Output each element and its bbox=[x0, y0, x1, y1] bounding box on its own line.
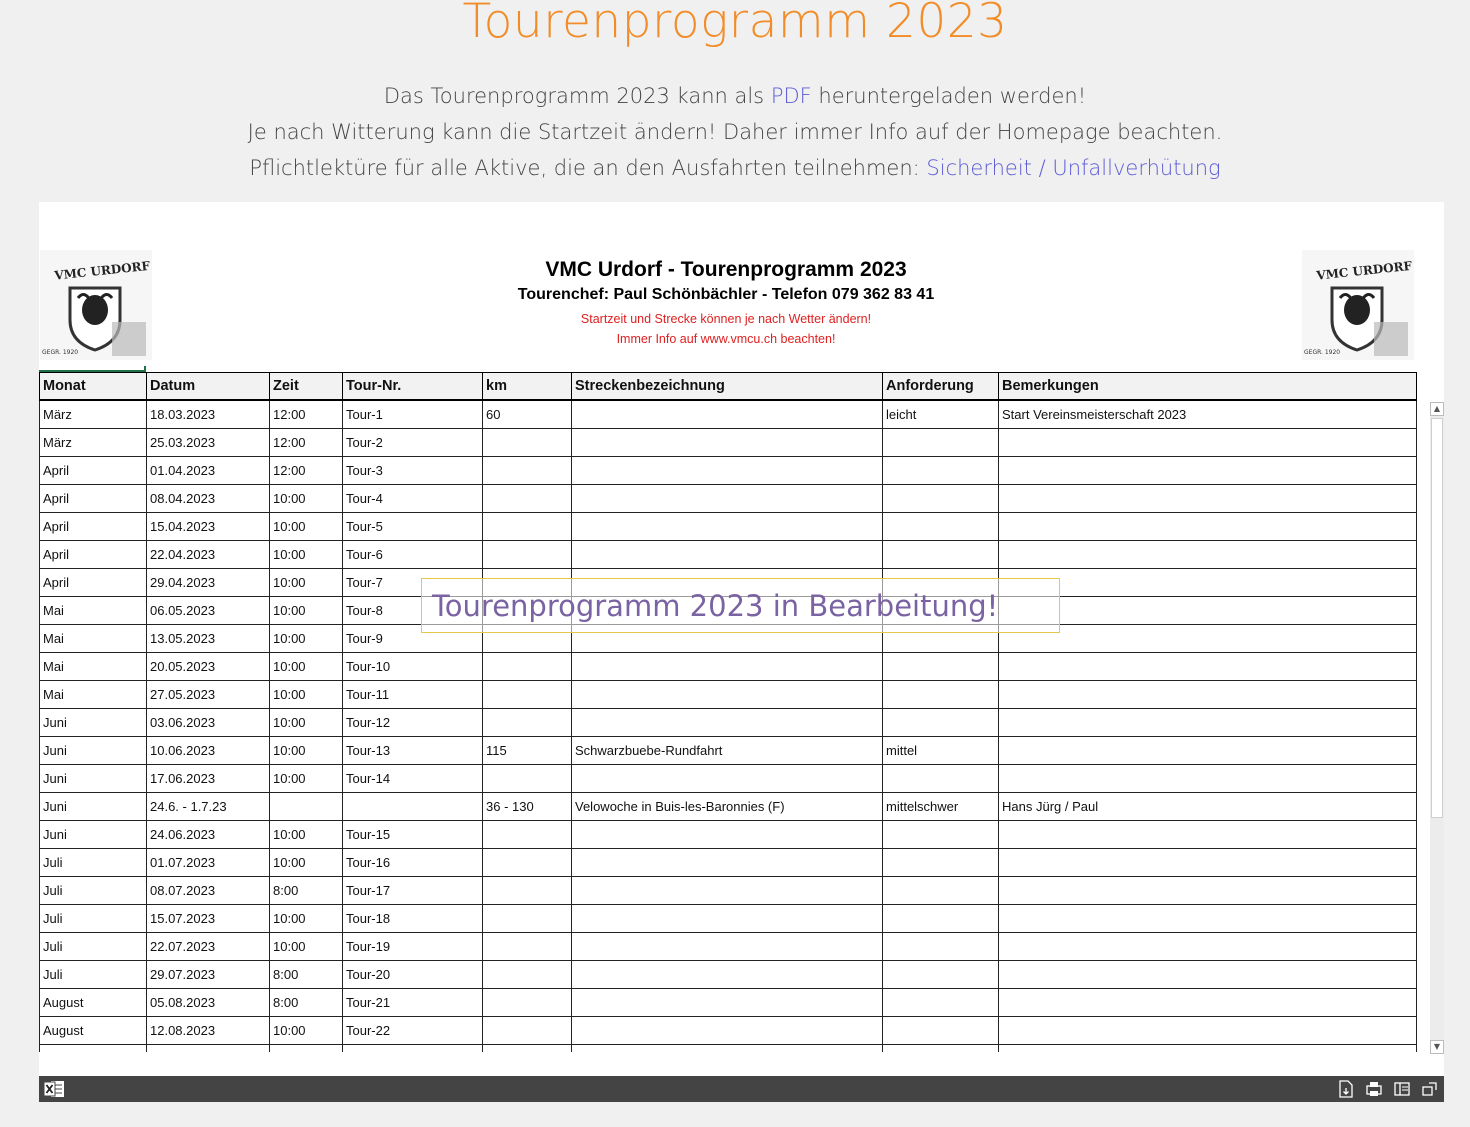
cell-bemerkungen[interactable] bbox=[999, 765, 1417, 793]
cell-bemerkungen[interactable]: Start Vereinsmeisterschaft 2023 bbox=[999, 400, 1417, 429]
cell-tour-nr[interactable]: Tour-22 bbox=[343, 1017, 483, 1045]
table-row bbox=[40, 485, 1417, 513]
cell-km[interactable] bbox=[483, 961, 572, 989]
sheet-subheading: Tourenchef: Paul Schönbächler - Telefon 079 362 83 41 bbox=[517, 286, 935, 303]
cell-bemerkungen[interactable] bbox=[999, 569, 1417, 597]
cell-tour-nr[interactable]: Tour-11 bbox=[343, 681, 483, 709]
cell-tour-nr[interactable]: Tour-7 bbox=[343, 569, 483, 597]
cell-monat[interactable] bbox=[40, 1045, 147, 1053]
accident-prevention-link[interactable]: Unfallverhütung bbox=[1052, 156, 1221, 180]
cell-tour-nr[interactable]: Tour-16 bbox=[343, 849, 483, 877]
cell-bemerkungen[interactable] bbox=[999, 849, 1417, 877]
cell-km[interactable]: 60 bbox=[483, 400, 572, 429]
cell-zeit[interactable]: 8:00 bbox=[270, 989, 343, 1017]
cell-bemerkungen[interactable] bbox=[999, 961, 1417, 989]
cell-zeit[interactable]: 10:00 bbox=[270, 681, 343, 709]
cell-bemerkungen[interactable] bbox=[999, 513, 1417, 541]
cell-datum[interactable]: 08.07.2023 bbox=[147, 877, 270, 905]
cell-streckenbezeichnung[interactable] bbox=[572, 821, 883, 849]
cell-monat[interactable]: August bbox=[40, 989, 147, 1017]
cell-datum[interactable]: 01.07.2023 bbox=[147, 849, 270, 877]
cell-datum[interactable]: 03.06.2023 bbox=[147, 709, 270, 737]
cell-monat[interactable]: April bbox=[40, 457, 147, 485]
cell-zeit[interactable] bbox=[270, 793, 343, 821]
logo-left-text: VMC URDORF bbox=[53, 258, 151, 283]
cell-km[interactable] bbox=[483, 933, 572, 961]
cell-monat[interactable]: Mai bbox=[40, 625, 147, 653]
cell-datum[interactable] bbox=[147, 1045, 270, 1053]
cell-tour-nr[interactable]: Tour-12 bbox=[343, 709, 483, 737]
cell-zeit[interactable]: 10:00 bbox=[270, 653, 343, 681]
cell-bemerkungen[interactable] bbox=[999, 429, 1417, 457]
table-row bbox=[40, 905, 1417, 933]
cell-bemerkungen[interactable] bbox=[999, 653, 1417, 681]
table-row bbox=[40, 989, 1417, 1017]
cell-anforderung[interactable] bbox=[883, 681, 999, 709]
table-row bbox=[40, 793, 1417, 821]
table-row bbox=[40, 513, 1417, 541]
cell-km[interactable] bbox=[483, 1017, 572, 1045]
cell-anforderung[interactable]: mittel bbox=[883, 737, 999, 765]
cell-zeit[interactable] bbox=[270, 1045, 343, 1053]
table-header-row bbox=[40, 373, 1417, 401]
sheet-area[interactable] bbox=[39, 250, 1430, 1052]
cell-anforderung[interactable] bbox=[883, 933, 999, 961]
cell-zeit[interactable]: 10:00 bbox=[270, 485, 343, 513]
cell-km[interactable]: 115 bbox=[483, 737, 572, 765]
cell-streckenbezeichnung[interactable] bbox=[572, 653, 883, 681]
cell-zeit[interactable]: 10:00 bbox=[270, 625, 343, 653]
cell-anforderung[interactable] bbox=[883, 1045, 999, 1053]
intro-line-2: Je nach Witterung kann die Startzeit ändern! Daher immer Info auf der Homepage beachten. bbox=[247, 120, 1223, 144]
cell-monat[interactable]: April bbox=[40, 569, 147, 597]
table-row bbox=[40, 400, 1417, 429]
cell-zeit[interactable]: 10:00 bbox=[270, 1017, 343, 1045]
cell-tour-nr[interactable]: Tour-5 bbox=[343, 513, 483, 541]
cell-km[interactable] bbox=[483, 457, 572, 485]
cell-anforderung[interactable] bbox=[883, 541, 999, 569]
cell-anforderung[interactable] bbox=[883, 961, 999, 989]
col-header-anforderung[interactable]: Anforderung bbox=[883, 373, 999, 401]
cell-monat[interactable]: März bbox=[40, 429, 147, 457]
col-header-bemerkungen[interactable]: Bemerkungen bbox=[999, 373, 1417, 401]
cell-tour-nr[interactable]: Tour-19 bbox=[343, 933, 483, 961]
cell-monat[interactable]: Juni bbox=[40, 737, 147, 765]
cell-anforderung[interactable] bbox=[883, 513, 999, 541]
cell-streckenbezeichnung[interactable] bbox=[572, 429, 883, 457]
cell-datum[interactable]: 22.07.2023 bbox=[147, 933, 270, 961]
col-header-datum[interactable]: Datum bbox=[147, 373, 270, 401]
sheet-heading: VMC Urdorf - Tourenprogramm 2023 bbox=[545, 258, 907, 281]
cell-anforderung[interactable] bbox=[883, 821, 999, 849]
cell-bemerkungen[interactable] bbox=[999, 933, 1417, 961]
intro-text bbox=[0, 78, 1470, 186]
cell-monat[interactable]: Juli bbox=[40, 961, 147, 989]
cell-streckenbezeichnung[interactable] bbox=[572, 1045, 883, 1053]
cell-anforderung[interactable] bbox=[883, 877, 999, 905]
table-row bbox=[40, 709, 1417, 737]
table-row bbox=[40, 457, 1417, 485]
in-progress-overlay: Tourenprogramm 2023 in Bearbeitung! bbox=[421, 578, 1060, 633]
cell-zeit[interactable]: 8:00 bbox=[270, 877, 343, 905]
cell-bemerkungen[interactable] bbox=[999, 625, 1417, 653]
sheet-note-2: Immer Info auf www.vmcu.ch beachten! bbox=[616, 332, 836, 346]
cell-monat[interactable]: Juli bbox=[40, 905, 147, 933]
page-title: Tourenprogramm 2023 bbox=[462, 0, 1008, 49]
cell-streckenbezeichnung[interactable] bbox=[572, 849, 883, 877]
col-header-zeit[interactable]: Zeit bbox=[270, 373, 343, 401]
cell-streckenbezeichnung[interactable] bbox=[572, 933, 883, 961]
cell-km[interactable] bbox=[483, 681, 572, 709]
cell-datum[interactable]: 29.07.2023 bbox=[147, 961, 270, 989]
club-logo-left-graphic bbox=[40, 250, 152, 360]
cell-datum[interactable]: 05.08.2023 bbox=[147, 989, 270, 1017]
cell-monat[interactable]: Juni bbox=[40, 709, 147, 737]
intro-line-3 bbox=[0, 150, 1470, 186]
cell-datum[interactable]: 01.04.2023 bbox=[147, 457, 270, 485]
cell-monat[interactable]: März bbox=[40, 400, 147, 429]
cell-streckenbezeichnung[interactable] bbox=[572, 989, 883, 1017]
cell-km[interactable] bbox=[483, 653, 572, 681]
col-header-monat[interactable]: Monat bbox=[40, 373, 147, 401]
excel-footer-bar bbox=[39, 1076, 1444, 1102]
cell-zeit[interactable]: 12:00 bbox=[270, 400, 343, 429]
cell-tour-nr[interactable]: Tour-1 bbox=[343, 400, 483, 429]
cell-monat[interactable]: August bbox=[40, 1017, 147, 1045]
cell-datum[interactable]: 06.05.2023 bbox=[147, 597, 270, 625]
excel-icon[interactable] bbox=[43, 1079, 65, 1099]
table-row bbox=[40, 849, 1417, 877]
cell-zeit[interactable]: 12:00 bbox=[270, 429, 343, 457]
cell-anforderung[interactable]: leicht bbox=[883, 400, 999, 429]
table-row bbox=[40, 737, 1417, 765]
cell-datum[interactable]: 10.06.2023 bbox=[147, 737, 270, 765]
table-row bbox=[40, 877, 1417, 905]
cell-km[interactable] bbox=[483, 849, 572, 877]
cell-km[interactable] bbox=[483, 877, 572, 905]
cell-bemerkungen[interactable] bbox=[999, 877, 1417, 905]
cell-anforderung[interactable] bbox=[883, 485, 999, 513]
intro-line-1-end: heruntergeladen werden! bbox=[811, 84, 1087, 108]
table-row bbox=[40, 933, 1417, 961]
cell-km[interactable] bbox=[483, 821, 572, 849]
cell-monat[interactable]: Mai bbox=[40, 653, 147, 681]
cell-monat[interactable]: April bbox=[40, 541, 147, 569]
table-row bbox=[40, 1017, 1417, 1045]
cell-tour-nr[interactable]: Tour-13 bbox=[343, 737, 483, 765]
cell-zeit[interactable]: 12:00 bbox=[270, 457, 343, 485]
intro-line-1 bbox=[0, 78, 1470, 114]
cell-anforderung[interactable] bbox=[883, 709, 999, 737]
cell-km[interactable] bbox=[483, 541, 572, 569]
view-icon[interactable] bbox=[1393, 1080, 1411, 1098]
table-row bbox=[40, 821, 1417, 849]
cell-zeit[interactable]: 10:00 bbox=[270, 765, 343, 793]
cell-monat[interactable]: April bbox=[40, 485, 147, 513]
table-row bbox=[40, 1045, 1417, 1053]
cell-anforderung[interactable] bbox=[883, 429, 999, 457]
cell-monat[interactable]: Juli bbox=[40, 849, 147, 877]
scroll-up-icon[interactable]: ▲ bbox=[1430, 402, 1444, 416]
intro-line-1-text: Das Tourenprogramm 2023 kann als bbox=[383, 84, 771, 108]
cell-datum[interactable]: 22.04.2023 bbox=[147, 541, 270, 569]
cell-tour-nr[interactable]: Tour-21 bbox=[343, 989, 483, 1017]
cell-monat[interactable]: Mai bbox=[40, 597, 147, 625]
table-row bbox=[40, 961, 1417, 989]
cell-datum[interactable]: 25.03.2023 bbox=[147, 429, 270, 457]
cell-bemerkungen[interactable] bbox=[999, 485, 1417, 513]
cell-zeit[interactable]: 10:00 bbox=[270, 541, 343, 569]
cell-streckenbezeichnung[interactable] bbox=[572, 1017, 883, 1045]
download-icon[interactable] bbox=[1337, 1080, 1355, 1098]
cell-anforderung[interactable] bbox=[883, 849, 999, 877]
cell-tour-nr[interactable] bbox=[343, 793, 483, 821]
cell-monat[interactable]: Juli bbox=[40, 877, 147, 905]
intro-line-3-text: Pflichtlektüre für alle Aktive, die an den Ausfahrten teilnehmen: bbox=[249, 156, 927, 180]
cell-tour-nr[interactable]: Tour-3 bbox=[343, 457, 483, 485]
cell-bemerkungen[interactable] bbox=[999, 681, 1417, 709]
security-link[interactable]: Sicherheit bbox=[926, 156, 1032, 180]
table-row bbox=[40, 681, 1417, 709]
cell-anforderung[interactable] bbox=[883, 989, 999, 1017]
cell-tour-nr[interactable]: Tour-4 bbox=[343, 485, 483, 513]
tour-table bbox=[39, 372, 1417, 1052]
cell-streckenbezeichnung[interactable] bbox=[572, 400, 883, 429]
cell-streckenbezeichnung[interactable] bbox=[572, 961, 883, 989]
cell-bemerkungen[interactable] bbox=[999, 1045, 1417, 1053]
cell-monat[interactable]: Juli bbox=[40, 933, 147, 961]
cell-tour-nr[interactable] bbox=[343, 1045, 483, 1053]
cell-km[interactable] bbox=[483, 765, 572, 793]
cell-bemerkungen[interactable] bbox=[999, 905, 1417, 933]
col-header-tour-nr[interactable]: Tour-Nr. bbox=[343, 373, 483, 401]
link-separator: / bbox=[1031, 156, 1053, 180]
scroll-down-icon[interactable]: ▼ bbox=[1430, 1040, 1444, 1054]
cell-streckenbezeichnung[interactable] bbox=[572, 485, 883, 513]
cell-streckenbezeichnung[interactable] bbox=[572, 905, 883, 933]
cell-bemerkungen[interactable] bbox=[999, 1017, 1417, 1045]
table-row bbox=[40, 429, 1417, 457]
cell-zeit[interactable]: 10:00 bbox=[270, 597, 343, 625]
cell-tour-nr[interactable]: Tour-8 bbox=[343, 597, 483, 625]
cell-zeit[interactable]: 10:00 bbox=[270, 513, 343, 541]
cell-datum[interactable]: 20.05.2023 bbox=[147, 653, 270, 681]
cell-streckenbezeichnung[interactable] bbox=[572, 681, 883, 709]
club-logo-right bbox=[1302, 250, 1414, 360]
table-row bbox=[40, 653, 1417, 681]
cell-streckenbezeichnung[interactable]: Schwarzbuebe-Rundfahrt bbox=[572, 737, 883, 765]
cell-datum[interactable]: 24.6. - 1.7.23 bbox=[147, 793, 270, 821]
cell-km[interactable] bbox=[483, 429, 572, 457]
cell-monat[interactable]: Juni bbox=[40, 765, 147, 793]
cell-tour-nr[interactable]: Tour-14 bbox=[343, 765, 483, 793]
logo-right-text: VMC URDORF bbox=[1315, 258, 1413, 283]
pdf-link[interactable]: PDF bbox=[770, 84, 812, 108]
cell-anforderung[interactable] bbox=[883, 1017, 999, 1045]
cell-bemerkungen[interactable]: Hans Jürg / Paul bbox=[999, 793, 1417, 821]
cell-datum[interactable]: 13.05.2023 bbox=[147, 625, 270, 653]
cell-monat[interactable]: Juni bbox=[40, 793, 147, 821]
col-header-km[interactable]: km bbox=[483, 373, 572, 401]
cell-zeit[interactable]: 10:00 bbox=[270, 933, 343, 961]
cell-datum[interactable]: 18.03.2023 bbox=[147, 400, 270, 429]
cell-zeit[interactable]: 8:00 bbox=[270, 961, 343, 989]
cell-tour-nr[interactable]: Tour-15 bbox=[343, 821, 483, 849]
cell-anforderung[interactable] bbox=[883, 905, 999, 933]
cell-datum[interactable]: 17.06.2023 bbox=[147, 765, 270, 793]
cell-tour-nr[interactable]: Tour-6 bbox=[343, 541, 483, 569]
cell-bemerkungen[interactable] bbox=[999, 737, 1417, 765]
cell-anforderung[interactable] bbox=[883, 765, 999, 793]
cell-km[interactable] bbox=[483, 513, 572, 541]
cell-streckenbezeichnung[interactable] bbox=[572, 541, 883, 569]
cell-anforderung[interactable] bbox=[883, 457, 999, 485]
cell-bemerkungen[interactable] bbox=[999, 457, 1417, 485]
cell-streckenbezeichnung[interactable] bbox=[572, 457, 883, 485]
cell-bemerkungen[interactable] bbox=[999, 709, 1417, 737]
cell-km[interactable] bbox=[483, 989, 572, 1017]
cell-datum[interactable]: 24.06.2023 bbox=[147, 821, 270, 849]
logo-left-sub: GEGR. 1920 bbox=[42, 349, 79, 356]
cell-streckenbezeichnung[interactable] bbox=[572, 765, 883, 793]
table-row bbox=[40, 765, 1417, 793]
cell-datum[interactable]: 15.07.2023 bbox=[147, 905, 270, 933]
table-body bbox=[40, 400, 1417, 1052]
cell-tour-nr[interactable]: Tour-17 bbox=[343, 877, 483, 905]
cell-datum[interactable]: 12.08.2023 bbox=[147, 1017, 270, 1045]
cell-km[interactable] bbox=[483, 1045, 572, 1053]
cell-bemerkungen[interactable] bbox=[999, 989, 1417, 1017]
cell-datum[interactable]: 27.05.2023 bbox=[147, 681, 270, 709]
scrollbar-thumb[interactable] bbox=[1431, 418, 1443, 818]
print-icon[interactable] bbox=[1365, 1080, 1383, 1098]
cell-tour-nr[interactable]: Tour-10 bbox=[343, 653, 483, 681]
cell-streckenbezeichnung[interactable] bbox=[572, 877, 883, 905]
cell-tour-nr[interactable]: Tour-9 bbox=[343, 625, 483, 653]
cell-anforderung[interactable]: mittelschwer bbox=[883, 793, 999, 821]
col-header-streckenbezeichnung[interactable]: Streckenbezeichnung bbox=[572, 373, 883, 401]
popout-icon[interactable] bbox=[1421, 1080, 1439, 1098]
vertical-scrollbar[interactable] bbox=[1430, 402, 1444, 1054]
cell-datum[interactable]: 08.04.2023 bbox=[147, 485, 270, 513]
cell-monat[interactable]: Juni bbox=[40, 821, 147, 849]
cell-zeit[interactable]: 10:00 bbox=[270, 905, 343, 933]
cell-zeit[interactable]: 10:00 bbox=[270, 709, 343, 737]
cell-streckenbezeichnung[interactable]: Velowoche in Buis-les-Baronnies (F) bbox=[572, 793, 883, 821]
cell-monat[interactable]: April bbox=[40, 513, 147, 541]
cell-km[interactable]: 36 - 130 bbox=[483, 793, 572, 821]
cell-monat[interactable]: Mai bbox=[40, 681, 147, 709]
cell-tour-nr[interactable]: Tour-2 bbox=[343, 429, 483, 457]
cell-km[interactable] bbox=[483, 709, 572, 737]
table-row bbox=[40, 541, 1417, 569]
cell-streckenbezeichnung[interactable] bbox=[572, 709, 883, 737]
cell-zeit[interactable]: 10:00 bbox=[270, 737, 343, 765]
cell-datum[interactable]: 29.04.2023 bbox=[147, 569, 270, 597]
cell-datum[interactable]: 15.04.2023 bbox=[147, 513, 270, 541]
excel-embed[interactable] bbox=[39, 202, 1444, 1102]
cell-tour-nr[interactable]: Tour-20 bbox=[343, 961, 483, 989]
cell-bemerkungen[interactable] bbox=[999, 597, 1417, 625]
cell-bemerkungen[interactable] bbox=[999, 821, 1417, 849]
sheet-note-1: Startzeit und Strecke können je nach Wetter ändern! bbox=[580, 312, 872, 326]
cell-bemerkungen[interactable] bbox=[999, 541, 1417, 569]
club-logo-right-graphic bbox=[1302, 250, 1414, 360]
logo-right-sub: GEGR. 1920 bbox=[1304, 349, 1341, 356]
cell-anforderung[interactable] bbox=[883, 653, 999, 681]
cell-streckenbezeichnung[interactable] bbox=[572, 513, 883, 541]
cell-km[interactable] bbox=[483, 905, 572, 933]
cell-zeit[interactable]: 10:00 bbox=[270, 821, 343, 849]
cell-zeit[interactable]: 10:00 bbox=[270, 849, 343, 877]
cell-zeit[interactable]: 10:00 bbox=[270, 569, 343, 597]
cell-km[interactable] bbox=[483, 485, 572, 513]
cell-tour-nr[interactable]: Tour-18 bbox=[343, 905, 483, 933]
club-logo-left bbox=[40, 250, 152, 360]
